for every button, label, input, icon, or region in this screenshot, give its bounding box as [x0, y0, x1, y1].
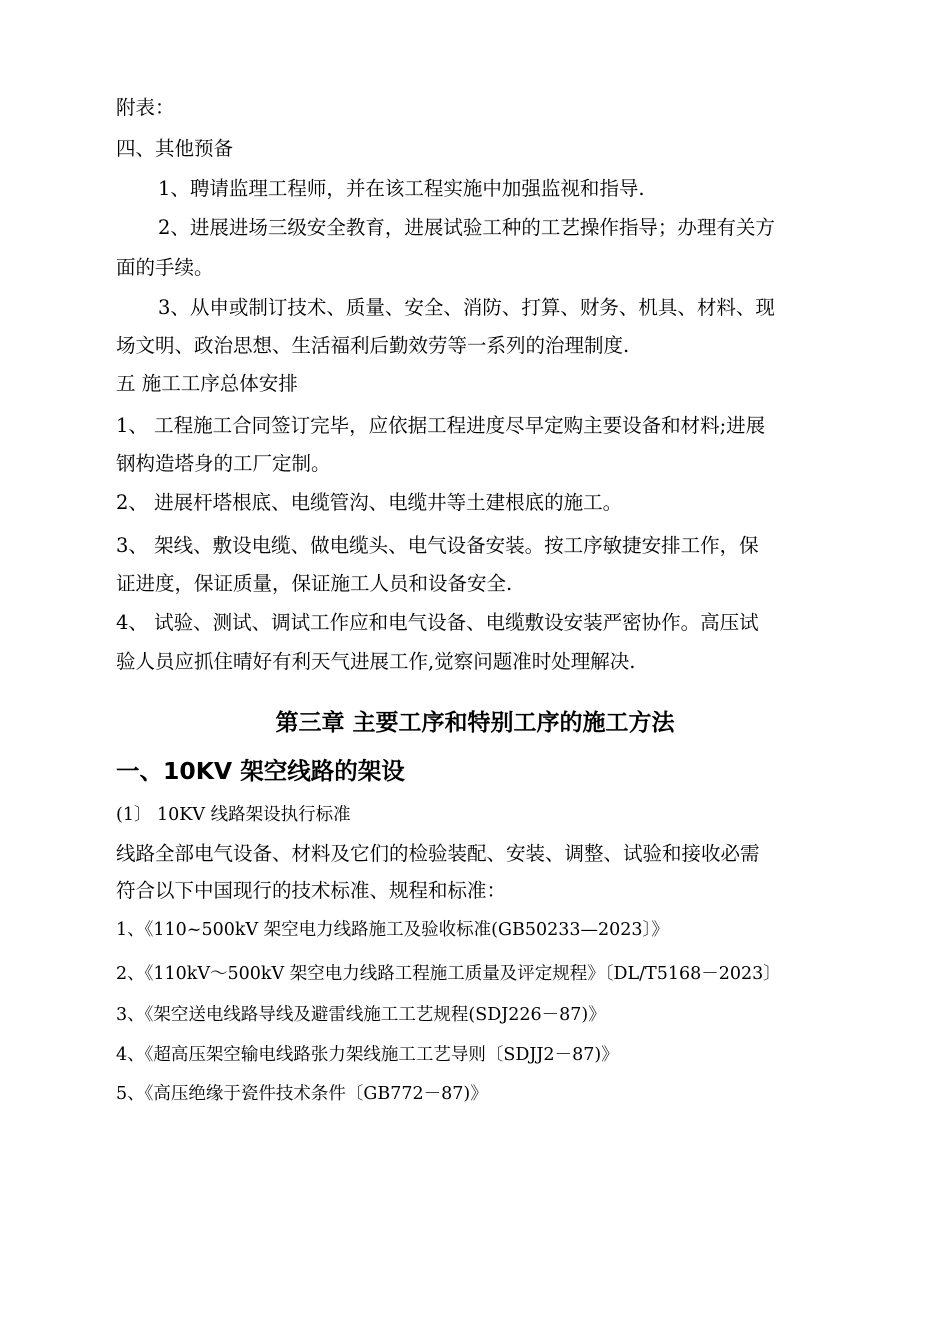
- item-3-line-2: 场文明、政治思想、生活福利后勤效劳等一系列的治理制度.: [116, 334, 630, 357]
- heading-other-preparation: 四、其他预备: [116, 137, 234, 160]
- standard-item-1: 1、《110~500kV 架空电力线路施工及验收标准(GB50233—2023〕》: [116, 920, 669, 940]
- heading-process-arrangement: 五 施工工序总体安排: [116, 372, 298, 395]
- item-1-supervisor: 1、聘请监理工程师，并在该工程实施中加强监视和指导.: [158, 177, 645, 200]
- process-3-line-2: 证进度，保证质量，保证施工人员和设备安全.: [116, 572, 513, 595]
- sub-heading-standards: (1〕 10KV 线路架设执行标准: [116, 805, 351, 825]
- standard-item-5: 5、《高压绝缘于瓷件技术条件〔GB772－87)》: [116, 1084, 488, 1104]
- section-title: 一、10KV 架空线路的架设: [116, 757, 405, 785]
- process-4-line-2: 验人员应抓住晴好有利天气进展工作,觉察问题准时处理解决.: [116, 650, 636, 673]
- standard-item-2: 2、《110kV～500kV 架空电力线路工程施工质量及评定规程》〔DL/T5168－2023〕: [116, 964, 781, 984]
- process-2: 2、 进展杆塔根底、电缆管沟、电缆井等土建根底的施工。: [116, 491, 623, 514]
- standard-item-4: 4、《超高压架空输电线路张力架线施工工艺导则〔SDJJ2－87)》: [116, 1045, 619, 1065]
- paragraph-appendix: 附表：: [116, 96, 175, 119]
- process-1-line-1: 1、 工程施工合同签订完毕，应依据工程进度尽早定购主要设备和材料;进展: [116, 414, 766, 437]
- standards-intro-line-2: 符合以下中国现行的技术标准、规程和标准：: [116, 879, 507, 902]
- process-1-line-2: 钢构造塔身的工厂定制。: [116, 452, 331, 475]
- process-4-line-1: 4、 试验、测试、调试工作应和电气设备、电缆敷设安装严密协作。高压试: [116, 611, 759, 634]
- item-3-line-1: 3、从申或制订技术、质量、安全、消防、打算、财务、机具、材料、现: [158, 296, 775, 319]
- standard-item-3: 3、《架空送电线路导线及避雷线施工工艺规程(SDJ226－87)》: [116, 1005, 606, 1025]
- standards-intro-line-1: 线路全部电气设备、材料及它们的检验装配、安装、调整、试验和接收必需: [116, 842, 760, 865]
- chapter-title: 第三章 主要工序和特别工序的施工方法: [275, 710, 675, 736]
- item-2-line-1: 2、进展进场三级安全教育，进展试验工种的工艺操作指导；办理有关方: [158, 216, 775, 239]
- item-2-line-2: 面的手续。: [116, 256, 214, 279]
- process-3-line-1: 3、 架线、敷设电缆、做电缆头、电气设备安装。按工序敏捷安排工作，保: [116, 534, 759, 557]
